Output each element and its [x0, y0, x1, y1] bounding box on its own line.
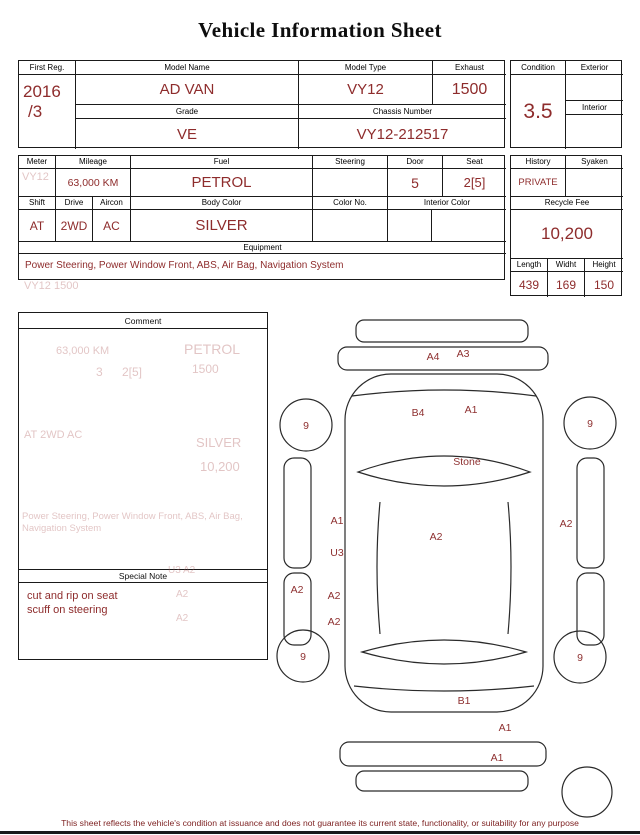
damage-marker: U3 — [330, 547, 344, 559]
front-left-wheel — [280, 399, 332, 451]
fuel-label: Fuel — [131, 156, 313, 169]
rear-window — [362, 640, 526, 664]
front-bumper — [338, 347, 548, 370]
first-reg-label: First Reg. — [19, 61, 76, 75]
grade-value: VE — [76, 119, 299, 149]
damage-marker: 9 — [587, 418, 593, 430]
damage-marker: A2 — [327, 590, 341, 602]
model-type-value: VY12 — [299, 75, 433, 105]
ghost-text: VY12 — [22, 171, 49, 183]
model-name-label: Model Name — [76, 61, 299, 75]
ghost-text: Navigation System — [22, 523, 102, 534]
damage-marker: 9 — [577, 652, 583, 664]
ghost-text: A2 — [176, 589, 189, 600]
windshield — [358, 456, 530, 486]
damage-marker: A1 — [490, 752, 504, 764]
ghost-text: PETROL — [184, 341, 241, 357]
damage-marker: 9 — [303, 420, 309, 432]
special-note-line-1: cut and rip on seat — [27, 590, 118, 602]
body-color-label: Body Color — [131, 197, 313, 210]
comment-label: Comment — [19, 313, 267, 329]
damage-marker: B4 — [411, 407, 425, 419]
damage-marker: A2 — [559, 518, 573, 530]
length-value: 439 — [511, 272, 548, 297]
interior-color-label: Interior Color — [388, 197, 506, 210]
rear-left-wheel — [277, 630, 329, 682]
ghost-text: 63,000 KM — [56, 345, 110, 357]
special-note-area — [19, 583, 267, 659]
shift-value: AT — [19, 210, 56, 242]
cabin-right-line — [508, 502, 511, 634]
special-note-line-2: scuff on steering — [27, 604, 108, 617]
door-label: Door — [388, 156, 443, 169]
cabin-left-line — [377, 502, 380, 634]
ghost-text: 3 — [96, 365, 103, 379]
recycle-fee-label: Recycle Fee — [511, 197, 623, 210]
ghost-text: VY12 1500 — [24, 280, 79, 292]
recycle-fee-value: 10,200 — [511, 210, 623, 259]
first-reg-month: /3 — [28, 102, 43, 122]
special-note-label: Special Note — [19, 569, 267, 583]
damage-marker: A1 — [464, 404, 478, 416]
width-label: Widht — [548, 259, 585, 272]
damage-marker: A2 — [290, 584, 304, 596]
meter-label: Meter — [19, 156, 56, 169]
right-front-panel — [577, 458, 604, 568]
equipment-value: Power Steering, Power Window Front, ABS, Air Bag, Navigation System — [25, 260, 344, 271]
equipment-label: Equipment — [19, 242, 506, 254]
front-roof-strip — [356, 320, 528, 342]
ghost-text: SILVER — [196, 435, 242, 450]
body-color-value: SILVER — [131, 210, 313, 242]
syaken-label: Syaken — [566, 156, 623, 169]
color-no-value — [313, 210, 388, 242]
drive-label: Drive — [56, 197, 93, 210]
grade-label: Grade — [76, 105, 299, 119]
ghost-text: 10,200 — [200, 459, 240, 474]
interior-value — [566, 115, 623, 149]
history-table — [510, 155, 622, 296]
length-label: Length — [511, 259, 548, 272]
seat-value: 2[5] — [443, 169, 506, 197]
damage-marker: 9 — [300, 651, 306, 663]
interior-color-value — [388, 210, 506, 242]
damage-marker: B1 — [457, 695, 471, 707]
chassis-label: Chassis Number — [299, 105, 506, 119]
right-rear-panel — [577, 573, 604, 645]
width-value: 169 — [548, 272, 585, 297]
aircon-label: Aircon — [93, 197, 131, 210]
height-value: 150 — [593, 277, 615, 292]
drive-value: 2WD — [56, 210, 93, 242]
condition-label: Condition — [511, 61, 566, 75]
mileage-value: 63,000 KM — [56, 169, 131, 197]
interior-color-divider — [431, 210, 432, 242]
disclaimer-text: This sheet reflects the vehicle's condition at issuance and does not guarantee its current state, functionality, or suitability for any purpose — [61, 818, 579, 828]
left-front-panel — [284, 458, 311, 568]
exhaust-label: Exhaust — [433, 61, 506, 75]
ghost-text: Power Steering, Power Window Front, ABS, Air Bag, — [22, 511, 243, 522]
damage-marker: A1 — [330, 515, 344, 527]
damage-marker: Stone — [453, 456, 481, 468]
model-name-value: AD VAN — [76, 75, 299, 105]
damage-marker: A2 — [429, 531, 443, 543]
mileage-label: Mileage — [56, 156, 131, 169]
rear-bumper — [340, 742, 546, 766]
interior-label: Interior — [566, 101, 623, 115]
history-label: History — [511, 156, 566, 169]
condition-table — [510, 60, 622, 148]
exterior-value — [566, 75, 623, 101]
model-type-label: Model Type — [299, 61, 433, 75]
rear-lower-strip — [356, 771, 528, 791]
front-right-wheel — [564, 397, 616, 449]
aircon-value: AC — [93, 210, 131, 242]
spare-tire — [562, 767, 612, 817]
comment-box — [18, 312, 268, 660]
chassis-value: VY12-212517 — [356, 125, 449, 143]
syaken-value — [566, 169, 623, 197]
trunk-line — [354, 686, 534, 691]
damage-marker: A4 — [426, 351, 440, 363]
fuel-value: PETROL — [131, 169, 313, 197]
ghost-text: A2 — [176, 613, 189, 624]
seat-label: Seat — [443, 156, 506, 169]
history-value: PRIVATE — [511, 169, 566, 197]
registration-table — [18, 60, 505, 148]
door-value: 5 — [388, 169, 443, 197]
first-reg-year: 2016 — [23, 82, 61, 101]
ghost-text: 2[5] — [122, 365, 143, 379]
steering-label: Steering — [313, 156, 388, 169]
condition-score: 3.5 — [511, 75, 566, 149]
exhaust-value: 1500 — [433, 75, 506, 105]
first-reg-value — [19, 75, 76, 149]
height-label: Height — [585, 259, 623, 272]
page-title: Vehicle Information Sheet — [198, 18, 442, 42]
rear-right-wheel — [554, 631, 606, 683]
details-table — [18, 155, 505, 280]
exterior-label: Exterior — [566, 61, 623, 75]
damage-marker: A2 — [327, 616, 341, 628]
hood-line — [352, 390, 536, 396]
car-body-outline — [345, 374, 543, 712]
ghost-text: AT 2WD AC — [24, 429, 83, 441]
left-rear-panel — [284, 573, 311, 645]
color-no-label: Color No. — [313, 197, 388, 210]
damage-marker: A1 — [498, 722, 512, 734]
damage-marker: A3 — [456, 348, 470, 360]
ghost-text: U3 A2 — [168, 565, 196, 576]
steering-value — [313, 169, 388, 197]
shift-label: Shift — [19, 197, 56, 210]
ghost-text: 1500 — [192, 362, 219, 376]
bottom-edge-line — [0, 831, 640, 834]
